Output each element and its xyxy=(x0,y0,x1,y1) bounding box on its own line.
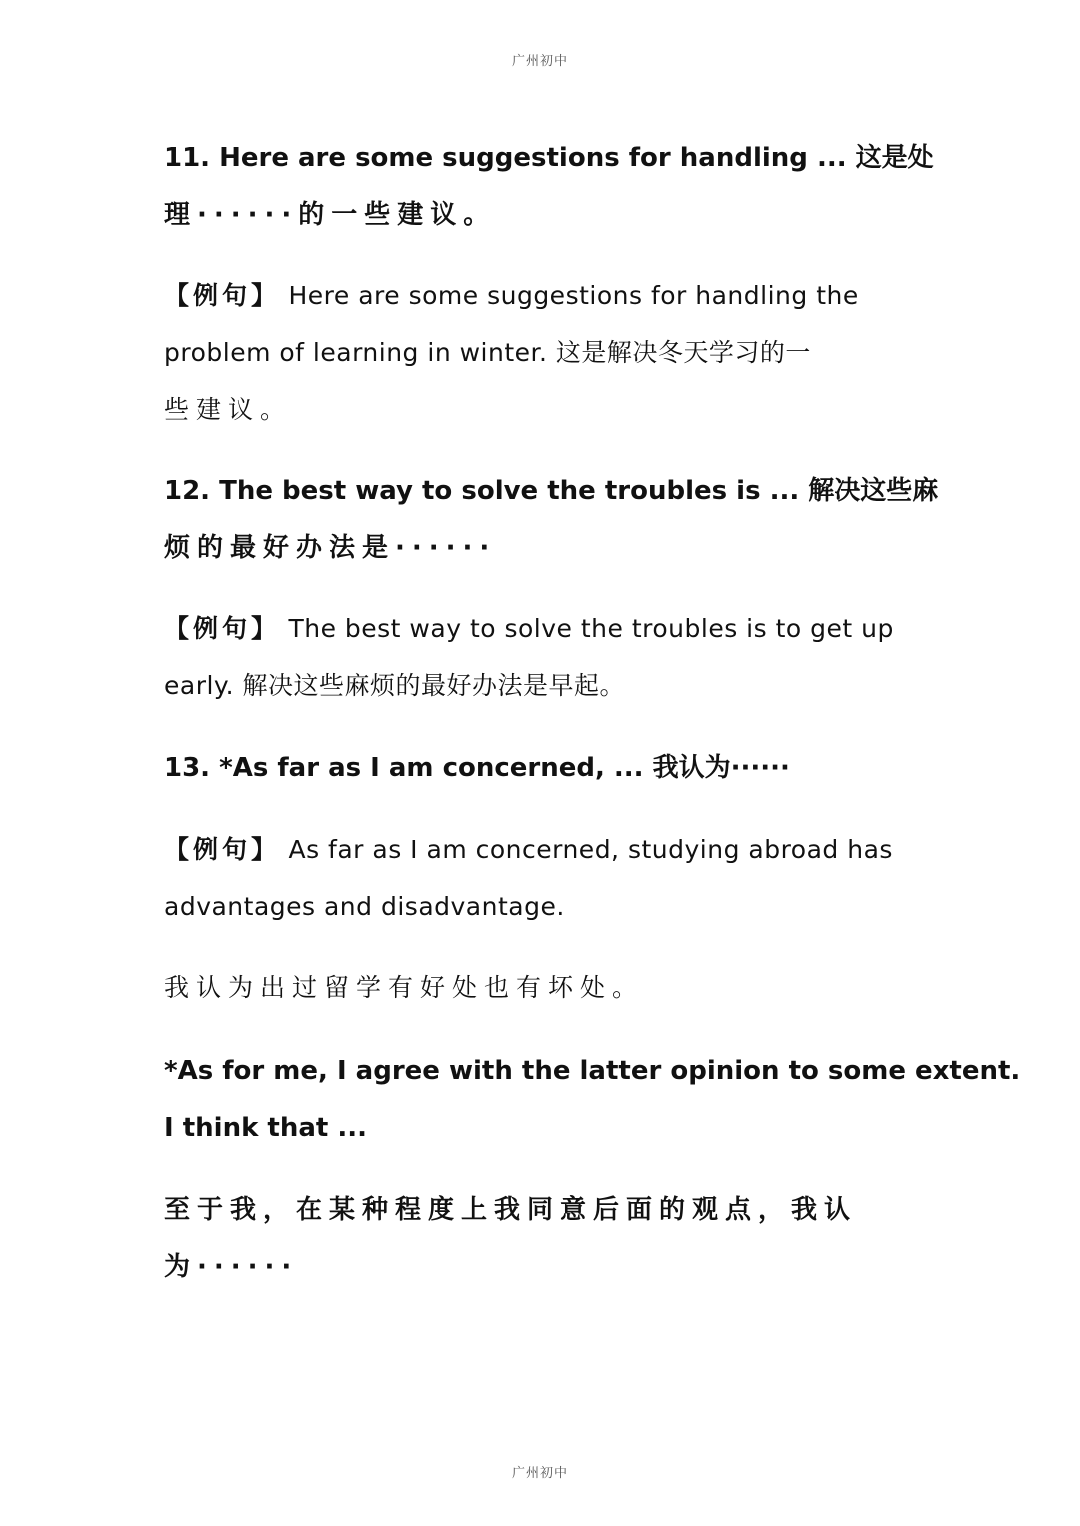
example-text: As far as I am concerned, studying abroad has xyxy=(280,835,893,864)
item-12-example-line-1 xyxy=(164,611,894,647)
as-for-me-translation-line-2: 为······ xyxy=(164,1252,299,1282)
item-11-heading-line-2: 理······的一些建议。 xyxy=(164,200,497,230)
item-12-heading-line-1: 12. The best way to solve the troubles is ... 解决这些麻 xyxy=(164,476,939,506)
example-tag: 【例句】 xyxy=(164,281,281,310)
item-11-heading-line-1: 11. Here are some suggestions for handling ... 这是处 xyxy=(164,143,934,173)
item-11-example-line-3: 些建议。 xyxy=(164,395,293,424)
as-for-me-line-1: *As for me, I agree with the latter opinion to some extent. xyxy=(164,1056,1021,1086)
as-for-me-translation-line-1: 至于我，在某种程度上我同意后面的观点，我认 xyxy=(164,1195,858,1225)
example-text: Here are some suggestions for handling the xyxy=(280,281,859,310)
item-13-example-line-1 xyxy=(164,832,893,868)
item-12-heading-line-2: 烦的最好办法是······ xyxy=(164,533,497,563)
item-11-example-line-1 xyxy=(164,278,859,314)
item-11-example-line-2: problem of learning in winter. 这是解决冬天学习的一 xyxy=(164,338,811,367)
example-text: The best way to solve the troubles is to get up xyxy=(280,614,894,643)
page-header: 广州初中 xyxy=(511,54,568,69)
item-12-example-line-2: early. 解决这些麻烦的最好办法是早起。 xyxy=(164,671,626,700)
page-footer: 广州初中 xyxy=(511,1466,568,1481)
item-13-translation: 我认为出过留学有好处也有坏处。 xyxy=(164,973,645,1002)
item-13-heading-line-1: 13. *As far as I am concerned, ... 我认为······ xyxy=(164,753,790,783)
item-13-example-line-2: advantages and disadvantage. xyxy=(164,892,565,921)
example-tag: 【例句】 xyxy=(164,614,281,643)
as-for-me-line-2: I think that ... xyxy=(164,1113,368,1143)
example-tag: 【例句】 xyxy=(164,835,281,864)
